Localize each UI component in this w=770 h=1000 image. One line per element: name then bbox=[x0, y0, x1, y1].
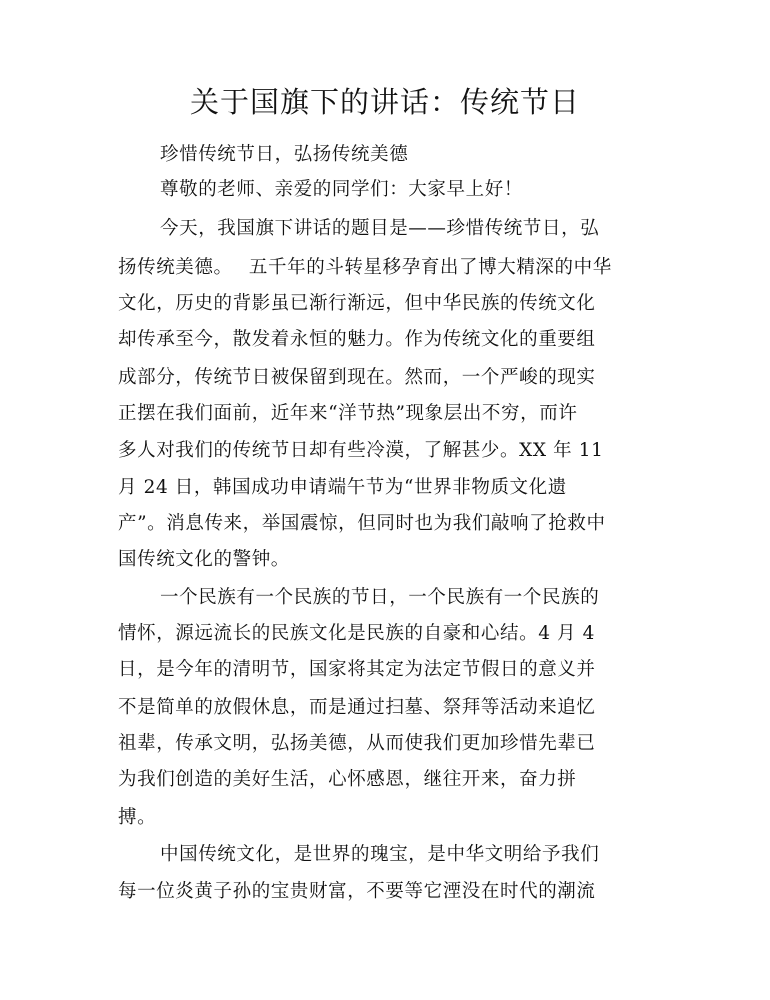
paragraph-line: 中国传统文化，是世界的瑰宝，是中华文明给予我们 bbox=[160, 844, 600, 865]
paragraph-line: 尊敬的老师、亲爱的同学们：大家早上好！ bbox=[160, 179, 523, 200]
paragraph-line: 搏。 bbox=[118, 807, 157, 828]
paragraph-line: 祖辈，传承文明，弘扬美德，从而使我们更加珍惜先辈已 bbox=[118, 733, 596, 754]
paragraph-line: 每一位炎黄子孙的宝贵财富，不要等它湮没在时代的潮流 bbox=[118, 881, 596, 902]
paragraph-line: 情怀，源远流长的民族文化是民族的自豪和心结。4 月 4 bbox=[118, 623, 596, 644]
paragraph-line: 国传统文化的警钟。 bbox=[118, 549, 290, 570]
paragraph-line: 一个民族有一个民族的节日，一个民族有一个民族的 bbox=[160, 587, 600, 608]
document-title: 关于国旗下的讲话：传统节日 bbox=[189, 85, 580, 119]
paragraph-line: 文化，历史的背影虽已渐行渐远，但中华民族的传统文化 bbox=[118, 293, 596, 314]
paragraph-line: 月 24 日，韩国成功申请端午节为“世界非物质文化遗 bbox=[118, 477, 567, 498]
paragraph-line: 今天，我国旗下讲话的题目是——珍惜传统节日，弘 bbox=[160, 218, 600, 239]
paragraph-line: 却传承至今，散发着永恒的魅力。作为传统文化的重要组 bbox=[118, 329, 596, 350]
paragraph-line: 多人对我们的传统节日却有些冷漠，了解甚少。XX 年 11 bbox=[118, 440, 604, 461]
paragraph-line: 产”。消息传来，举国震惊，但同时也为我们敲响了抢救中 bbox=[118, 513, 606, 534]
paragraph-line: 不是简单的放假休息，而是通过扫墓、祭拜等活动来追忆 bbox=[118, 697, 596, 718]
paragraph-line: 正摆在我们面前，近年来“洋节热”现象层出不穷，而许 bbox=[118, 403, 578, 424]
paragraph-line: 扬传统美德。 五千年的斗转星移孕育出了博大精深的中华 bbox=[118, 257, 612, 278]
paragraph-line: 成部分，传统节日被保留到现在。然而，一个严峻的现实 bbox=[118, 367, 596, 388]
paragraph-line: 珍惜传统节日，弘扬传统美德 bbox=[160, 144, 409, 165]
paragraph-line: 为我们创造的美好生活，心怀感恩，继往开来，奋力拼 bbox=[118, 769, 577, 790]
paragraph-line: 日，是今年的清明节，国家将其定为法定节假日的意义并 bbox=[118, 659, 596, 680]
